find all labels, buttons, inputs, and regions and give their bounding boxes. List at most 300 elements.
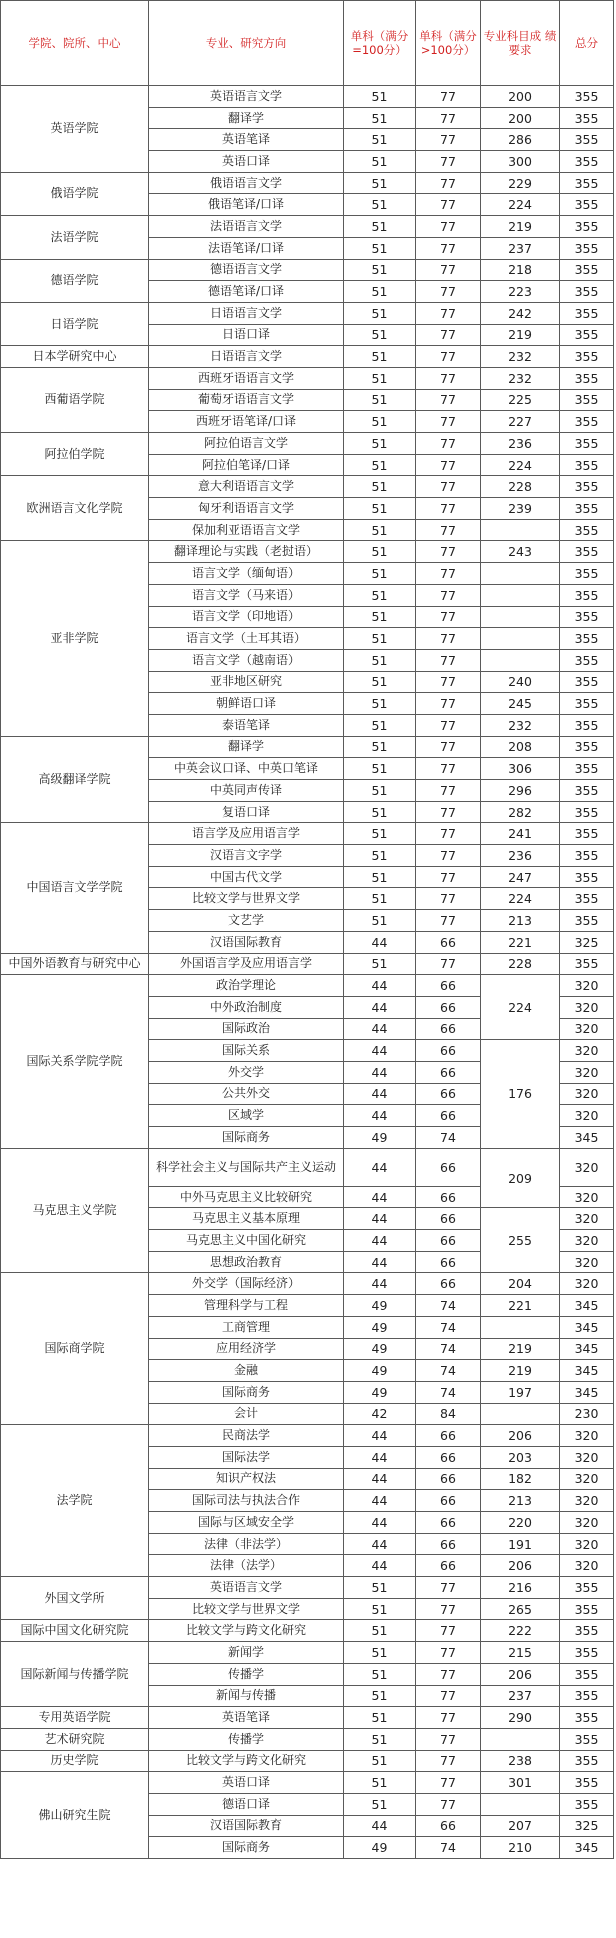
major-cell: 汉语言文字学 [149,845,344,867]
major-cell: 法律（法学） [149,1555,344,1577]
major-cell: 新闻与传播 [149,1685,344,1707]
major-cell: 中外政治制度 [149,996,344,1018]
single-over-100-cell: 77 [416,1728,481,1750]
major-cell: 中英会议口译、中英口笔译 [149,758,344,780]
major-subject-requirement-cell: 243 [481,541,560,563]
total-score-cell: 320 [560,1186,614,1208]
major-cell: 法语笔译/口译 [149,237,344,259]
total-score-cell: 355 [560,714,614,736]
major-cell: 中外马克思主义比较研究 [149,1186,344,1208]
single-100-cell: 51 [344,714,416,736]
single-over-100-cell: 74 [416,1360,481,1382]
table-row [1,1577,614,1599]
major-subject-requirement-cell [481,1403,560,1425]
major-cell: 英语笔译 [149,129,344,151]
major-cell: 新闻学 [149,1642,344,1664]
major-cell: 外交学（国际经济） [149,1273,344,1295]
major-subject-requirement-cell: 237 [481,1685,560,1707]
major-cell: 民商法学 [149,1425,344,1447]
single-100-cell: 51 [344,541,416,563]
major-cell: 比较文学与跨文化研究 [149,1750,344,1772]
single-100-cell: 51 [344,346,416,368]
major-cell: 朝鲜语口译 [149,693,344,715]
single-over-100-cell: 77 [416,433,481,455]
single-100-cell: 44 [344,1533,416,1555]
major-subject-requirement-cell: 200 [481,86,560,108]
total-score-cell: 355 [560,910,614,932]
college-cell: 法语学院 [1,216,149,259]
major-subject-requirement-cell: 219 [481,216,560,238]
major-subject-requirement-cell: 213 [481,910,560,932]
single-over-100-cell: 66 [416,1148,481,1186]
major-subject-requirement-cell: 239 [481,498,560,520]
single-100-cell: 44 [344,1446,416,1468]
major-subject-requirement-cell: 245 [481,693,560,715]
single-over-100-cell: 77 [416,281,481,303]
college-cell: 日语学院 [1,302,149,345]
single-100-cell: 49 [344,1381,416,1403]
total-score-cell: 355 [560,780,614,802]
single-100-cell: 44 [344,1148,416,1186]
table-row [1,1273,614,1295]
total-score-cell: 345 [560,1360,614,1382]
major-cell: 英语语言文学 [149,86,344,108]
total-score-cell: 355 [560,866,614,888]
major-subject-requirement-cell: 209 [481,1148,560,1208]
single-100-cell: 51 [344,1577,416,1599]
major-subject-requirement-cell: 216 [481,1577,560,1599]
major-subject-requirement-cell: 219 [481,1360,560,1382]
total-score-cell: 355 [560,1577,614,1599]
major-subject-requirement-cell: 237 [481,237,560,259]
single-100-cell: 51 [344,1598,416,1620]
major-cell: 外国语言学及应用语言学 [149,953,344,975]
major-cell: 外交学 [149,1061,344,1083]
major-subject-requirement-cell: 197 [481,1381,560,1403]
total-score-cell: 320 [560,1208,614,1230]
total-score-cell: 320 [560,1512,614,1534]
single-100-cell: 51 [344,563,416,585]
single-100-cell: 49 [344,1127,416,1149]
major-subject-requirement-cell: 223 [481,281,560,303]
header-single-100: 单科（满分=100分） [344,1,416,86]
single-over-100-cell: 66 [416,1083,481,1105]
single-100-cell: 51 [344,736,416,758]
single-100-cell: 44 [344,996,416,1018]
total-score-cell: 355 [560,367,614,389]
table-row [1,1148,614,1186]
single-over-100-cell: 77 [416,411,481,433]
single-100-cell: 44 [344,1273,416,1295]
single-100-cell: 44 [344,1468,416,1490]
total-score-cell: 355 [560,1728,614,1750]
major-cell: 葡萄牙语语言文学 [149,389,344,411]
single-100-cell: 51 [344,237,416,259]
total-score-cell: 355 [560,172,614,194]
major-cell: 国际司法与执法合作 [149,1490,344,1512]
total-score-cell: 355 [560,151,614,173]
total-score-cell: 355 [560,476,614,498]
major-cell: 公共外交 [149,1083,344,1105]
major-subject-requirement-cell: 224 [481,975,560,1040]
major-subject-requirement-cell [481,563,560,585]
major-subject-requirement-cell: 227 [481,411,560,433]
major-subject-requirement-cell: 238 [481,1750,560,1772]
total-score-cell: 345 [560,1127,614,1149]
header-major-subject-requirement: 专业科目成 绩要求 [481,1,560,86]
single-100-cell: 51 [344,1685,416,1707]
total-score-cell: 355 [560,1707,614,1729]
single-100-cell: 51 [344,1707,416,1729]
college-cell: 德语学院 [1,259,149,302]
single-100-cell: 44 [344,1815,416,1837]
single-100-cell: 51 [344,259,416,281]
single-over-100-cell: 66 [416,1061,481,1083]
single-over-100-cell: 77 [416,346,481,368]
total-score-cell: 320 [560,1251,614,1273]
major-subject-requirement-cell: 182 [481,1468,560,1490]
single-over-100-cell: 66 [416,1273,481,1295]
single-100-cell: 51 [344,1663,416,1685]
major-cell: 翻译学 [149,736,344,758]
total-score-cell: 355 [560,541,614,563]
total-score-cell: 355 [560,1598,614,1620]
total-score-cell: 355 [560,801,614,823]
single-100-cell: 51 [344,216,416,238]
single-100-cell: 44 [344,975,416,997]
major-cell: 语言文学（越南语） [149,649,344,671]
single-over-100-cell: 66 [416,1815,481,1837]
major-cell: 马克思主义基本原理 [149,1208,344,1230]
single-over-100-cell: 77 [416,194,481,216]
college-cell: 俄语学院 [1,172,149,215]
single-over-100-cell: 77 [416,172,481,194]
single-100-cell: 51 [344,671,416,693]
total-score-cell: 355 [560,1663,614,1685]
single-over-100-cell: 66 [416,996,481,1018]
total-score-cell: 320 [560,1533,614,1555]
major-subject-requirement-cell [481,1316,560,1338]
total-score-cell: 355 [560,216,614,238]
single-100-cell: 44 [344,1040,416,1062]
single-100-cell: 51 [344,823,416,845]
single-100-cell: 51 [344,606,416,628]
single-over-100-cell: 77 [416,758,481,780]
single-100-cell: 51 [344,519,416,541]
total-score-cell: 355 [560,758,614,780]
total-score-cell: 355 [560,346,614,368]
total-score-cell: 355 [560,519,614,541]
major-subject-requirement-cell: 191 [481,1533,560,1555]
major-subject-requirement-cell: 222 [481,1620,560,1642]
major-subject-requirement-cell: 224 [481,454,560,476]
total-score-cell: 355 [560,86,614,108]
total-score-cell: 355 [560,671,614,693]
single-over-100-cell: 77 [416,780,481,802]
major-subject-requirement-cell: 232 [481,346,560,368]
major-cell: 金融 [149,1360,344,1382]
major-cell: 比较文学与世界文学 [149,888,344,910]
single-over-100-cell: 77 [416,584,481,606]
major-cell: 阿拉伯语言文学 [149,433,344,455]
single-over-100-cell: 66 [416,1251,481,1273]
total-score-cell: 320 [560,1083,614,1105]
single-100-cell: 51 [344,389,416,411]
major-cell: 翻译学 [149,107,344,129]
single-100-cell: 44 [344,1105,416,1127]
major-cell: 日语语言文学 [149,302,344,324]
college-cell: 国际关系学院学院 [1,975,149,1149]
major-subject-requirement-cell: 176 [481,1040,560,1148]
single-100-cell: 51 [344,86,416,108]
single-over-100-cell: 74 [416,1338,481,1360]
major-cell: 应用经济学 [149,1338,344,1360]
total-score-cell: 355 [560,498,614,520]
total-score-cell: 355 [560,194,614,216]
major-subject-requirement-cell: 228 [481,476,560,498]
single-over-100-cell: 66 [416,1446,481,1468]
total-score-cell: 355 [560,324,614,346]
major-cell: 西班牙语笔译/口译 [149,411,344,433]
college-cell: 国际商学院 [1,1273,149,1425]
single-100-cell: 51 [344,172,416,194]
single-100-cell: 49 [344,1338,416,1360]
single-over-100-cell: 77 [416,1685,481,1707]
single-over-100-cell: 77 [416,606,481,628]
single-100-cell: 51 [344,1620,416,1642]
major-subject-requirement-cell: 213 [481,1490,560,1512]
single-100-cell: 51 [344,1642,416,1664]
major-cell: 语言文学（土耳其语） [149,628,344,650]
major-subject-requirement-cell: 224 [481,888,560,910]
single-100-cell: 49 [344,1360,416,1382]
major-cell: 语言文学（印地语） [149,606,344,628]
major-subject-requirement-cell: 296 [481,780,560,802]
single-over-100-cell: 74 [416,1127,481,1149]
table-row [1,1642,614,1664]
single-100-cell: 51 [344,801,416,823]
major-cell: 国际政治 [149,1018,344,1040]
major-cell: 德语口译 [149,1793,344,1815]
single-over-100-cell: 66 [416,1425,481,1447]
header-single-over-100: 单科（满分>100分） [416,1,481,86]
single-over-100-cell: 77 [416,1642,481,1664]
major-subject-requirement-cell: 218 [481,259,560,281]
major-cell: 法律（非法学） [149,1533,344,1555]
single-100-cell: 51 [344,1793,416,1815]
total-score-cell: 355 [560,953,614,975]
single-over-100-cell: 77 [416,563,481,585]
single-over-100-cell: 77 [416,498,481,520]
major-subject-requirement-cell: 219 [481,324,560,346]
single-100-cell: 44 [344,931,416,953]
single-100-cell: 51 [344,693,416,715]
major-cell: 中国古代文学 [149,866,344,888]
total-score-cell: 355 [560,628,614,650]
total-score-cell: 355 [560,845,614,867]
major-subject-requirement-cell: 228 [481,953,560,975]
single-over-100-cell: 77 [416,736,481,758]
table-row [1,541,614,563]
major-subject-requirement-cell: 229 [481,172,560,194]
single-over-100-cell: 74 [416,1381,481,1403]
single-100-cell: 51 [344,845,416,867]
total-score-cell: 325 [560,1815,614,1837]
major-cell: 传播学 [149,1663,344,1685]
total-score-cell: 355 [560,736,614,758]
major-subject-requirement-cell: 232 [481,367,560,389]
total-score-cell: 320 [560,1273,614,1295]
major-cell: 区域学 [149,1105,344,1127]
single-over-100-cell: 77 [416,454,481,476]
single-over-100-cell: 66 [416,975,481,997]
college-cell: 英语学院 [1,86,149,173]
single-100-cell: 51 [344,324,416,346]
table-row [1,736,614,758]
single-over-100-cell: 77 [416,216,481,238]
major-cell: 意大利语语言文学 [149,476,344,498]
total-score-cell: 320 [560,1105,614,1127]
table-row [1,975,614,997]
single-100-cell: 44 [344,1490,416,1512]
single-100-cell: 51 [344,476,416,498]
single-over-100-cell: 77 [416,1793,481,1815]
single-over-100-cell: 77 [416,714,481,736]
table-row [1,433,614,455]
major-subject-requirement-cell: 200 [481,107,560,129]
major-cell: 英语语言文学 [149,1577,344,1599]
single-over-100-cell: 77 [416,541,481,563]
major-subject-requirement-cell: 221 [481,1295,560,1317]
college-cell: 马克思主义学院 [1,1148,149,1273]
major-cell: 中英同声传译 [149,780,344,802]
single-over-100-cell: 77 [416,476,481,498]
major-subject-requirement-cell: 247 [481,866,560,888]
single-over-100-cell: 66 [416,1208,481,1230]
major-cell: 传播学 [149,1728,344,1750]
table-row [1,172,614,194]
major-cell: 语言文学（马来语） [149,584,344,606]
single-100-cell: 44 [344,1555,416,1577]
single-over-100-cell: 66 [416,1512,481,1534]
major-subject-requirement-cell: 306 [481,758,560,780]
table-body [1,86,614,1859]
total-score-cell: 355 [560,606,614,628]
table-row [1,259,614,281]
college-cell: 国际新闻与传播学院 [1,1642,149,1707]
major-cell: 国际商务 [149,1127,344,1149]
single-100-cell: 51 [344,433,416,455]
single-100-cell: 51 [344,628,416,650]
single-over-100-cell: 77 [416,649,481,671]
total-score-cell: 355 [560,584,614,606]
total-score-cell: 355 [560,129,614,151]
total-score-cell: 355 [560,888,614,910]
major-cell: 英语口译 [149,1772,344,1794]
single-100-cell: 51 [344,302,416,324]
single-over-100-cell: 77 [416,823,481,845]
major-subject-requirement-cell: 204 [481,1273,560,1295]
single-over-100-cell: 77 [416,1772,481,1794]
major-cell: 会计 [149,1403,344,1425]
single-over-100-cell: 66 [416,931,481,953]
single-over-100-cell: 66 [416,1105,481,1127]
college-cell: 阿拉伯学院 [1,433,149,476]
total-score-cell: 355 [560,823,614,845]
major-subject-requirement-cell: 255 [481,1208,560,1273]
table-row [1,1728,614,1750]
header-total-score: 总分 [560,1,614,86]
single-100-cell: 51 [344,454,416,476]
total-score-cell: 325 [560,931,614,953]
major-subject-requirement-cell: 206 [481,1555,560,1577]
college-cell: 中国语言文学学院 [1,823,149,953]
major-subject-requirement-cell: 236 [481,433,560,455]
single-over-100-cell: 77 [416,628,481,650]
single-over-100-cell: 77 [416,953,481,975]
total-score-cell: 345 [560,1295,614,1317]
single-100-cell: 44 [344,1230,416,1252]
single-over-100-cell: 74 [416,1316,481,1338]
single-100-cell: 51 [344,411,416,433]
total-score-cell: 355 [560,1750,614,1772]
single-over-100-cell: 77 [416,1598,481,1620]
single-over-100-cell: 77 [416,845,481,867]
single-over-100-cell: 77 [416,866,481,888]
total-score-cell: 355 [560,281,614,303]
total-score-cell: 355 [560,1772,614,1794]
college-cell: 中国外语教育与研究中心 [1,953,149,975]
major-subject-requirement-cell: 221 [481,931,560,953]
major-cell: 英语笔译 [149,1707,344,1729]
major-cell: 知识产权法 [149,1468,344,1490]
single-over-100-cell: 77 [416,801,481,823]
single-100-cell: 44 [344,1018,416,1040]
major-cell: 马克思主义中国化研究 [149,1230,344,1252]
single-over-100-cell: 77 [416,910,481,932]
table-row [1,823,614,845]
major-cell: 语言学及应用语言学 [149,823,344,845]
single-over-100-cell: 84 [416,1403,481,1425]
table-row [1,1750,614,1772]
total-score-cell: 320 [560,1490,614,1512]
college-cell: 国际中国文化研究院 [1,1620,149,1642]
major-subject-requirement-cell: 236 [481,845,560,867]
table-row [1,216,614,238]
total-score-cell: 355 [560,1793,614,1815]
college-cell: 高级翻译学院 [1,736,149,823]
total-score-cell: 345 [560,1338,614,1360]
total-score-cell: 320 [560,1018,614,1040]
total-score-cell: 355 [560,389,614,411]
major-cell: 法语语言文学 [149,216,344,238]
major-subject-requirement-cell [481,628,560,650]
major-cell: 汉语国际教育 [149,931,344,953]
single-over-100-cell: 77 [416,1663,481,1685]
table-row [1,953,614,975]
total-score-cell: 345 [560,1837,614,1859]
major-cell: 英语口译 [149,151,344,173]
major-cell: 国际商务 [149,1381,344,1403]
major-subject-requirement-cell: 286 [481,129,560,151]
total-score-cell: 320 [560,975,614,997]
single-over-100-cell: 77 [416,1577,481,1599]
single-over-100-cell: 77 [416,237,481,259]
table-row [1,346,614,368]
single-over-100-cell: 66 [416,1040,481,1062]
major-cell: 俄语语言文学 [149,172,344,194]
single-over-100-cell: 77 [416,324,481,346]
